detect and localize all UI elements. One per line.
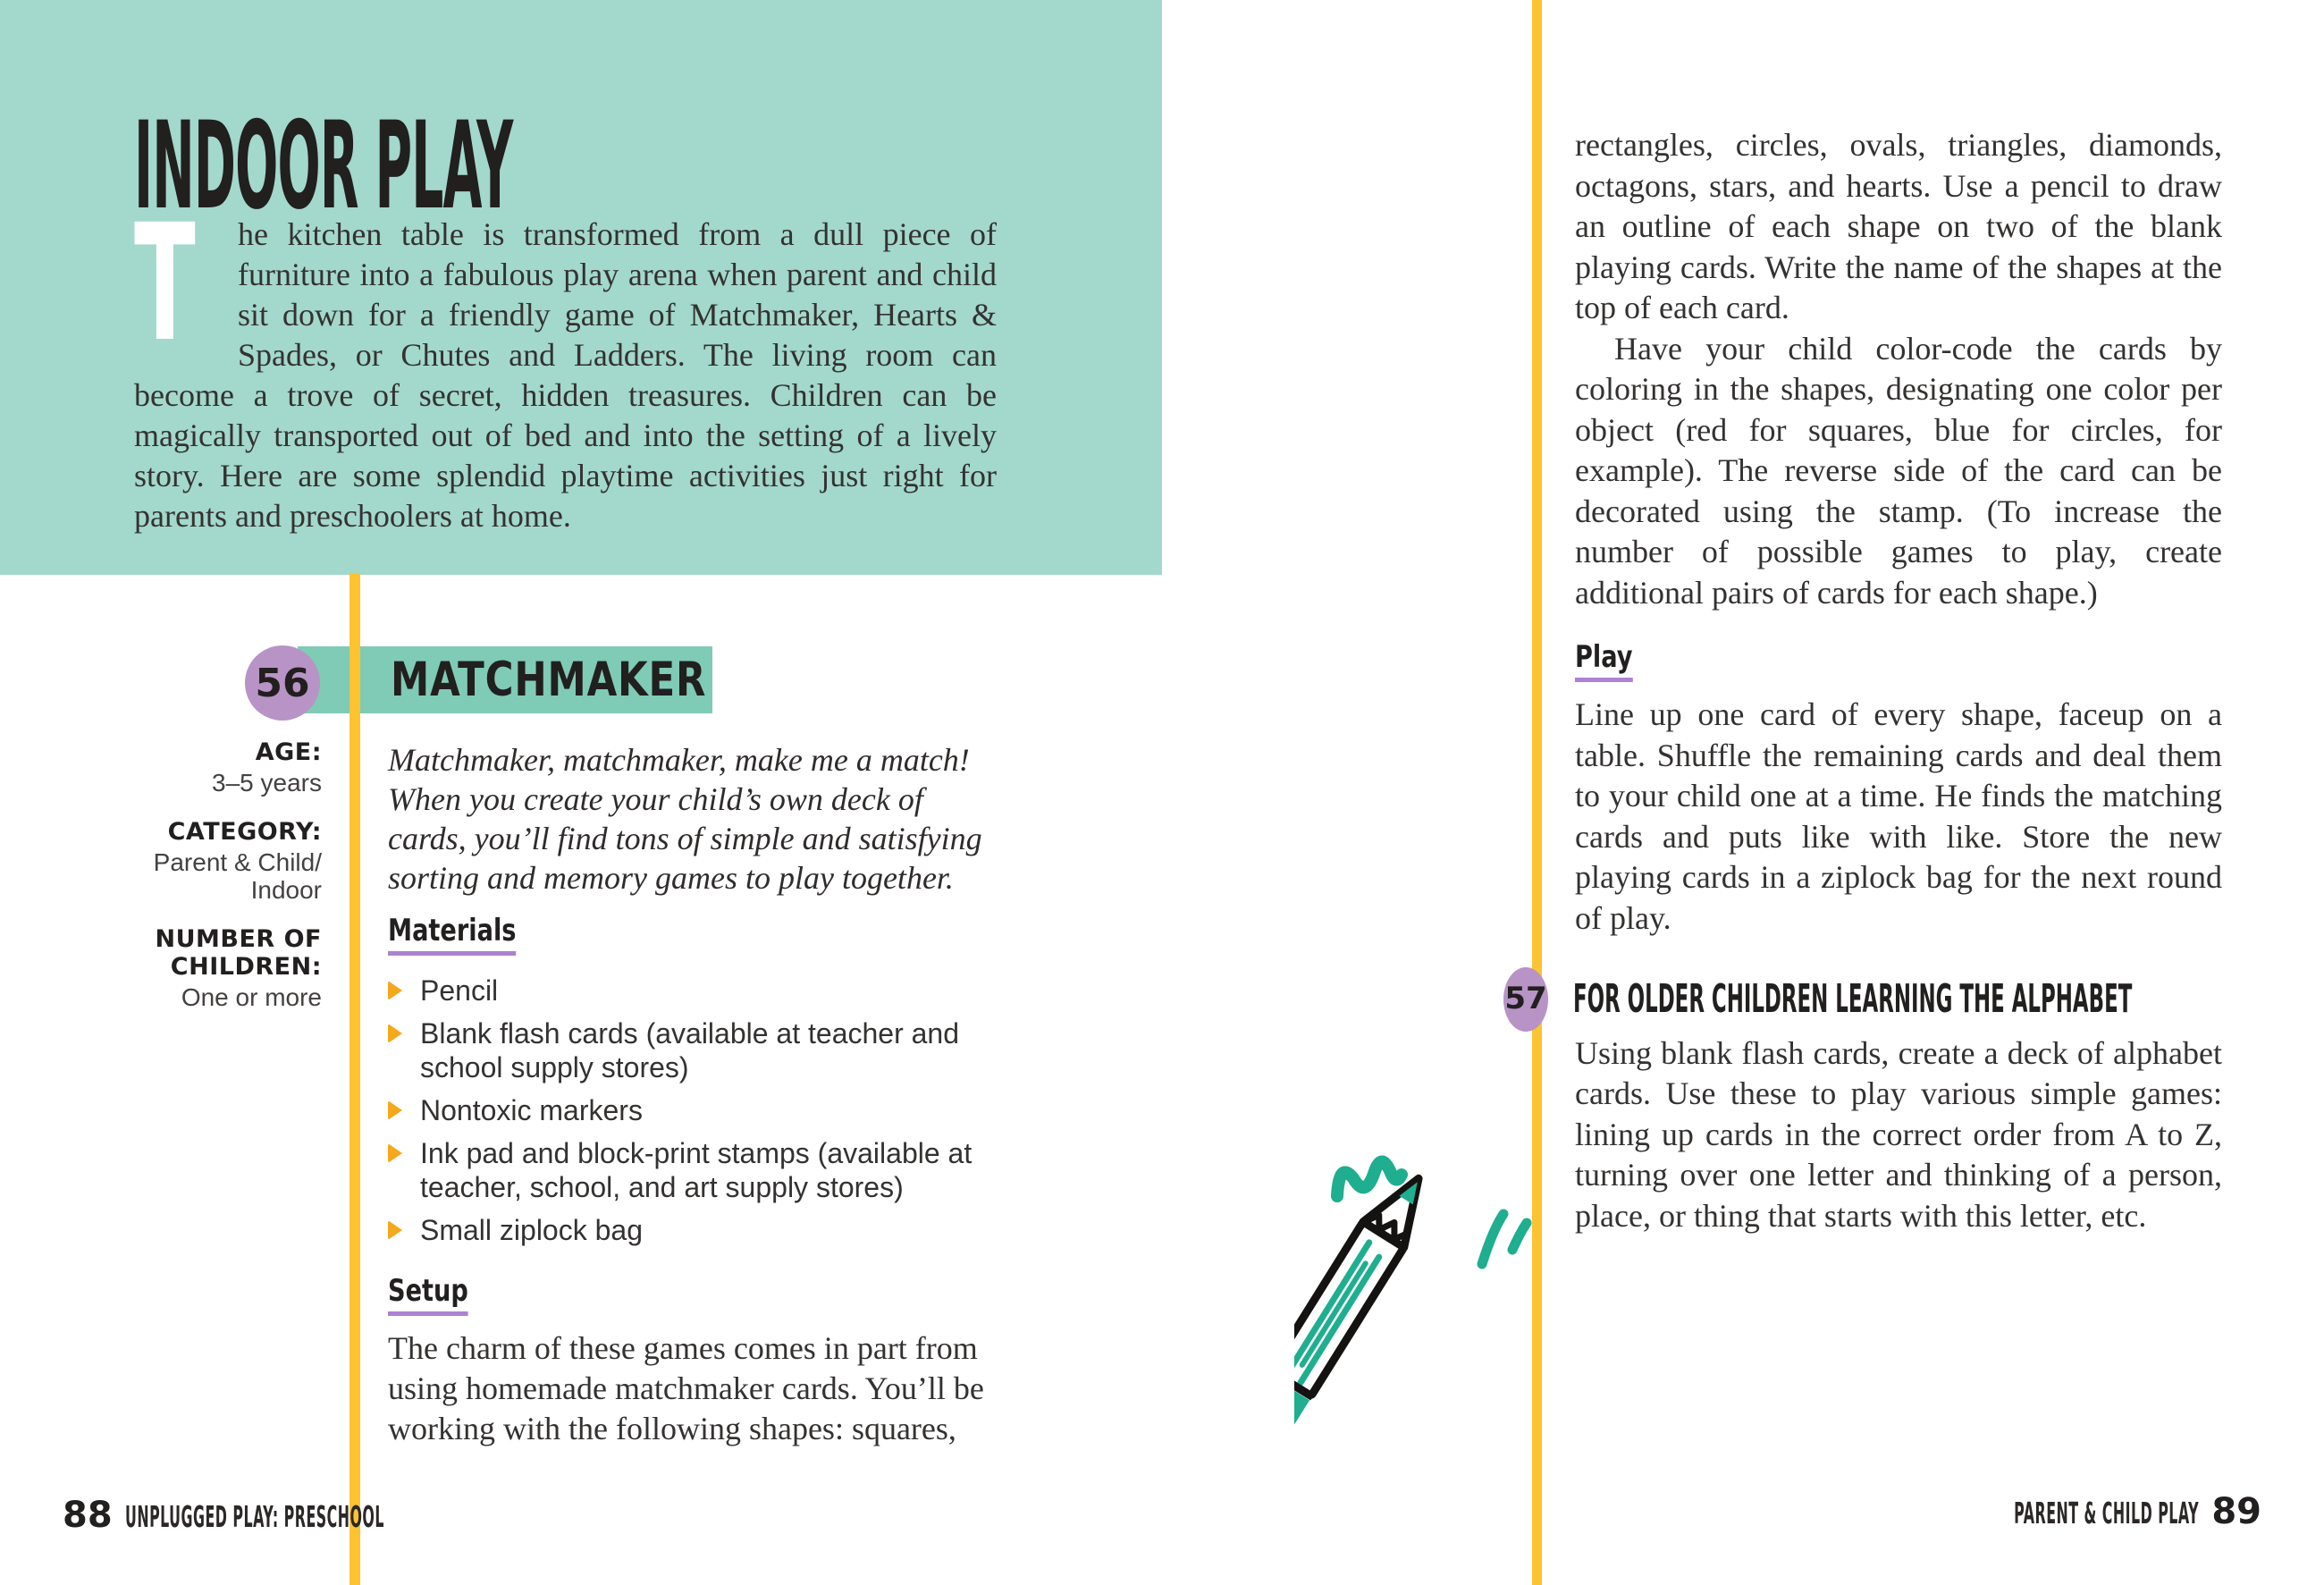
variation-number-badge [1503,967,1548,1032]
bullet-triangle-icon [388,1100,402,1120]
chapter-hero-block [0,0,1162,575]
play-heading: Play [1575,640,1633,682]
setup-heading: Setup [388,1274,468,1316]
motion-dash-icon [1482,1214,1503,1264]
materials-heading: Materials [388,914,516,956]
bullet-triangle-icon [388,1220,402,1240]
bullet-triangle-icon [388,981,402,1000]
left-page-vertical-rule [349,573,360,1585]
children-value: One or more [181,983,322,1011]
page-number: 89 [2211,1491,2261,1532]
activity-number: 56 [255,660,310,706]
list-item [388,1093,1005,1127]
scribble-icon [1337,1161,1402,1196]
activity-title: MATCHMAKER [391,653,707,707]
right-page-footer [1814,1491,2261,1532]
material-text: Small ziplock bag [420,1214,643,1246]
bullet-triangle-icon [388,1143,402,1163]
age-label: AGE: [255,738,322,766]
right-page-column [1504,125,2222,1236]
pencil-icon [1294,1165,1441,1446]
activity-meta-sidebar [88,738,322,1033]
age-value: 3–5 years [212,769,322,797]
category-value: Parent & Child/ Indoor [153,848,322,904]
chapter-intro-paragraph [134,190,997,536]
section-title-footer: PARENT & CHILD PLAY [2014,1496,2200,1530]
material-text: Ink pad and block-print stamps (available at teacher, school, and art supply stores) [420,1137,973,1203]
activity-number-badge [245,645,320,721]
activity-tagline: Matchmaker, matchmaker, make me a match! When you create your child’s own deck of cards, you’ll find tons of simple and satisfying sorting and memory games to play together. [388,742,982,896]
list-item [388,974,1005,1007]
variation-number: 57 [1504,981,1547,1017]
list-item [388,1213,1005,1247]
list-item [388,1136,1005,1204]
play-paragraph: Line up one card of every shape, faceup on a table. Shuffle the remaining cards and deal them to your child one at a time. He finds the matching cards and puts like with like. Store the new playing cards in a ziplock bag for the next round of play. [1575,696,2222,936]
list-item [388,1016,1005,1084]
material-text: Pencil [420,974,499,1007]
materials-list [388,974,1005,1247]
setup-continued-paragraph: rectangles, circles, ovals, triangles, diamonds, octagons, stars, and hearts. Use a pencil to draw an outline of each shape on two of the blank playing cards. Write the name of the shapes at the top of each card. [1575,127,2222,325]
page-number: 88 [63,1495,113,1536]
dropcap-letter: T [134,190,196,377]
color-code-paragraph: Have your child color-code the cards by coloring in the shapes, designating one color per object (red for squares, blue for circles, for example). The reverse side of the card can be decorated using the stamp. (To increase the number of possible games to play, create additional pairs of cards for each shape.) [1575,330,2222,611]
material-text: Nontoxic markers [420,1094,643,1126]
variation-section [1504,976,2222,1236]
motion-dash-icon [1512,1223,1527,1250]
chapter-intro-text: he kitchen table is transformed from a dull piece of furniture into a fabulous play arena when parent and child sit down for a friendly game of Matchmaker, Hearts & Spades, or Chutes and Ladders. The living room can become a trove of secret, hidden treasures. Children can be magically transported out of bed and into the setting of a lively story. Here are some splendid playtime activities just right for parents and preschoolers at home. [134,216,997,534]
setup-paragraph: The charm of these games comes in part from using homemade matchmaker cards. You’ll be working with the following shapes: squares, [388,1330,984,1446]
chapter-title: INDOOR PLAY [134,96,513,236]
pencil-illustration [1294,1128,1634,1477]
activity-main-column [388,740,1005,1449]
category-label: CATEGORY: [167,818,322,846]
children-label: NUMBER OF CHILDREN: [155,925,322,981]
material-text: Blank flash cards (available at teacher and school supply stores) [420,1017,960,1083]
left-page-footer [63,1495,665,1536]
bullet-triangle-icon [388,1024,402,1043]
variation-paragraph: Using blank flash cards, create a deck of alphabet cards. Use these to play various simple games: lining up cards in the correct order from A to Z, turning over one letter and thinking of a person, place, or thing that starts with this letter, etc. [1575,1034,2222,1234]
variation-heading: FOR OLDER CHILDREN LEARNING THE ALPHABET [1573,976,2133,1022]
book-title-footer: UNPLUGGED PLAY: PRESCHOOL [124,1499,384,1534]
